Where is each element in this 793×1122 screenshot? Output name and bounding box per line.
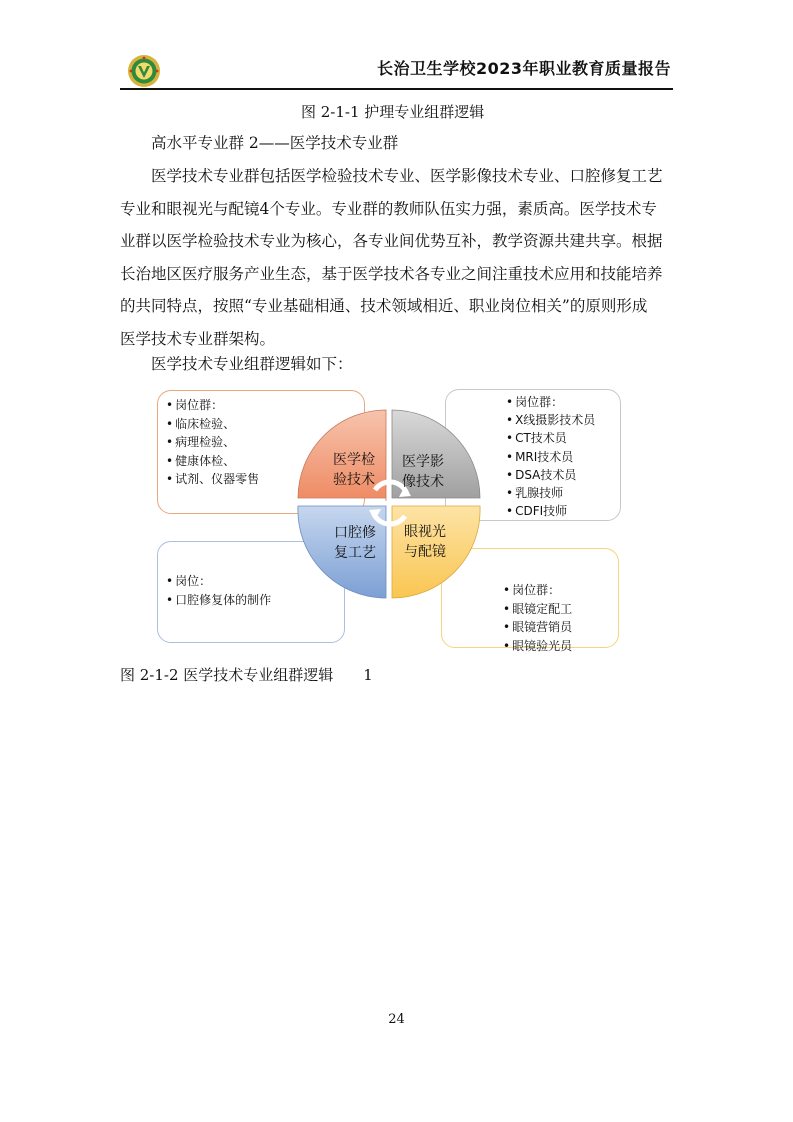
- paragraph-line: 业群以医学检验技术专业为核心，各专业间优势互补，教学资源共建共享。根据: [120, 232, 663, 251]
- paragraph-line: 的共同特点，按照“专业基础相通、技术领域相近、职业岗位相关”的原则形成: [120, 297, 648, 316]
- diagram-intro: 医学技术专业组群逻辑如下：: [151, 355, 353, 373]
- box-item: • 眼镜验光员: [503, 637, 610, 656]
- quadrant-label-line: 医学影: [402, 454, 444, 470]
- box-item: • 乳腺技师: [506, 484, 612, 502]
- box-item: • MRI技术员: [506, 448, 612, 466]
- quadrant-label-medical-imaging: [391, 452, 455, 492]
- box-item: • 临床检验、: [166, 415, 356, 434]
- body-paragraph: [120, 160, 675, 356]
- quadrant-label-line: 复工艺: [334, 545, 376, 561]
- page-number: 24: [388, 1012, 405, 1027]
- quadrant-label-line: 口腔修: [334, 525, 376, 541]
- box-item: • 健康体检、: [166, 452, 356, 471]
- box-item: • 病理检验、: [166, 433, 356, 452]
- quadrant-label-medical-lab: [322, 450, 386, 490]
- box-item: • 口腔修复体的制作: [166, 591, 336, 610]
- box-item: • 岗位群：: [506, 393, 612, 411]
- paragraph-line: 长治地区医疗服务产业生态，基于医学技术各专业之间注重技术应用和技能培养: [120, 264, 663, 283]
- paragraph-line: 医学技术专业群架构。: [120, 329, 276, 348]
- quadrant-label-dental: [323, 523, 387, 563]
- quadrant-label-line: 眼视光: [404, 524, 446, 540]
- previous-figure-caption: 图 2-1-1 护理专业组群逻辑: [301, 103, 485, 121]
- quadrant-label-line: 像技术: [402, 474, 444, 490]
- paragraph-line: 医学技术专业群包括医学检验技术专业、医学影像技术专业、口腔修复工艺: [151, 167, 663, 185]
- report-header-title: 长治卫生学校2023年职业教育质量报告: [376, 59, 671, 78]
- specialty-cycle-diagram: [295, 406, 485, 608]
- box-item: • CDFI技师: [506, 502, 612, 520]
- section-heading: 高水平专业群 2——医学技术专业群: [151, 134, 399, 152]
- box-item: • 岗位群：: [503, 581, 610, 600]
- box-item: • 岗位：: [166, 572, 336, 591]
- box-item: • CT技术员: [506, 429, 612, 447]
- paragraph-line: 专业和眼视光与配镜4个专业。专业群的教师队伍实力强，素质高。医学技术专: [120, 199, 657, 218]
- quadrant-label-line: 与配镜: [404, 544, 446, 560]
- box-item: • X线摄影技术员: [506, 411, 612, 429]
- quadrant-label-line: 医学检: [333, 452, 375, 468]
- quadrant-label-line: 验技术: [333, 472, 375, 488]
- box-item: • 岗位群：: [166, 396, 356, 415]
- header-divider: [120, 88, 673, 90]
- quadrant-label-optometry: [393, 522, 457, 562]
- figure-caption: 图 2-1-2 医学技术专业组群逻辑 1: [120, 666, 373, 684]
- box-item: • 试剂、仪器零售: [166, 470, 356, 489]
- school-logo: [127, 54, 161, 88]
- box-item: • 眼镜定配工: [503, 600, 610, 619]
- box-item: • DSA技术员: [506, 466, 612, 484]
- box-item: • 眼镜营销员: [503, 618, 610, 637]
